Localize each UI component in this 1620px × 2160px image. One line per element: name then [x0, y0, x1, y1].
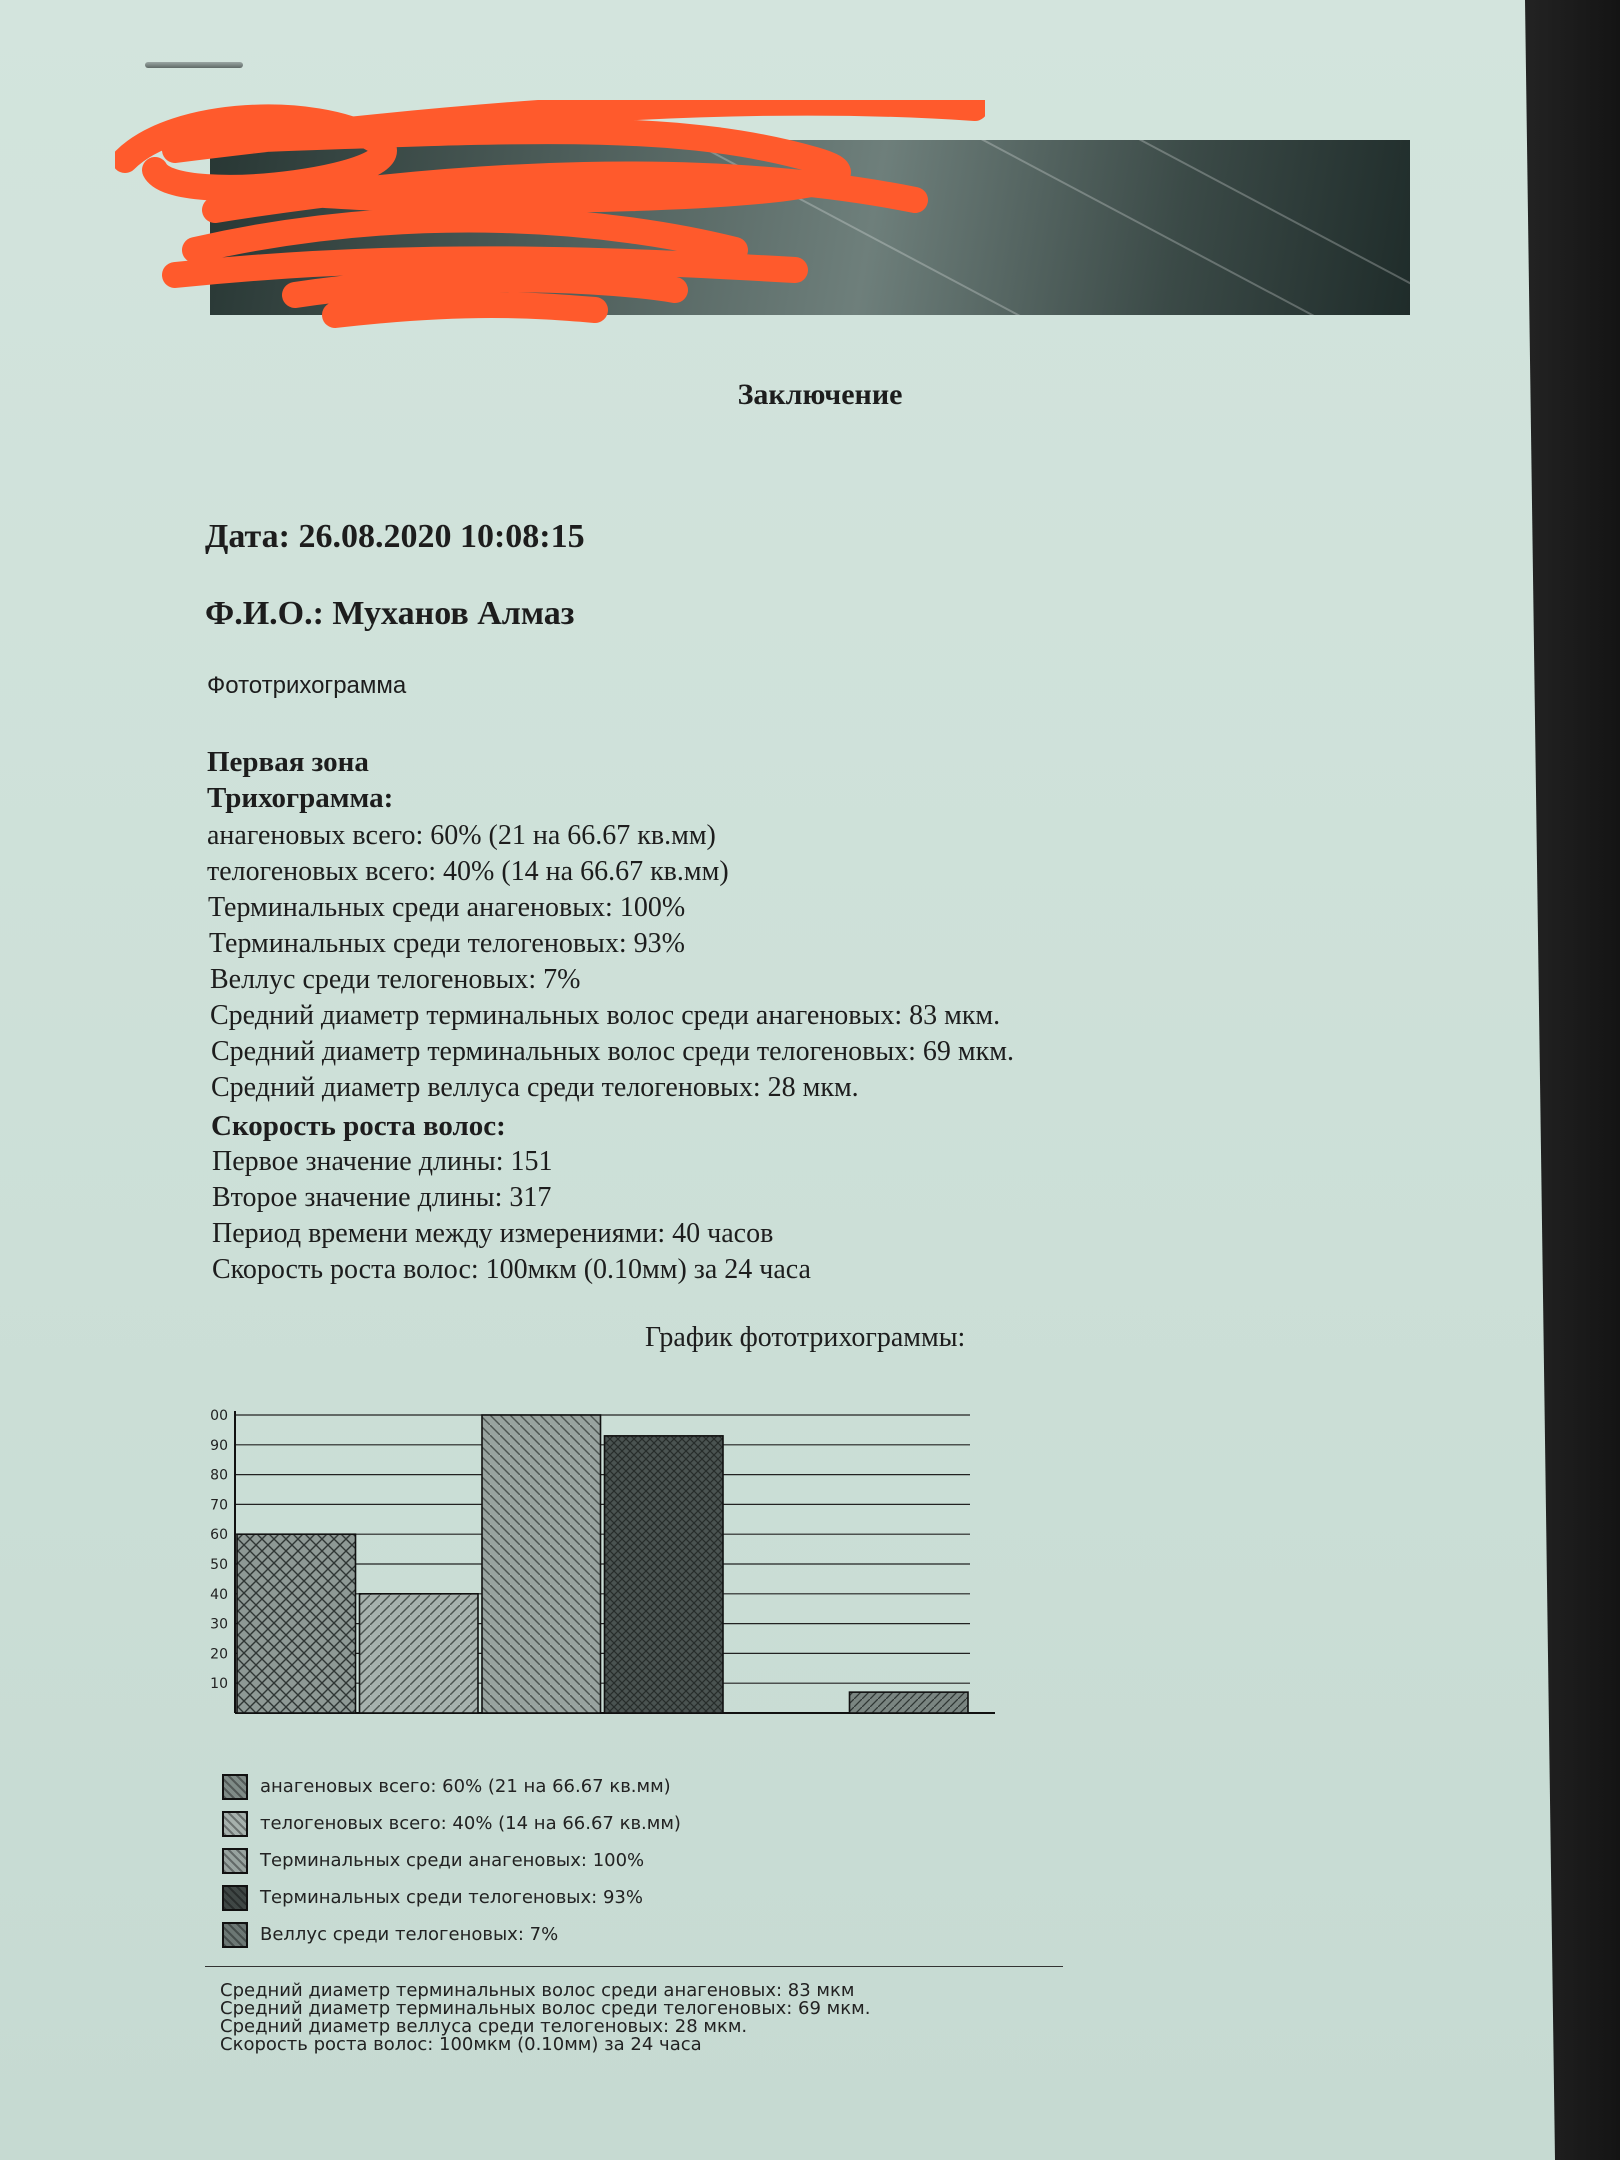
bar — [360, 1594, 479, 1713]
trichogram-line: Средний диаметр веллуса среди телогеновых: 28 мкм. — [211, 1072, 859, 1103]
trichogram-line: Веллус среди телогеновых: 7% — [210, 964, 581, 995]
bar — [237, 1534, 356, 1713]
footer-note: Средний диаметр терминальных волос среди анагеновых: 83 мкм — [220, 1980, 855, 2001]
trichogram-heading: Трихограмма: — [207, 782, 394, 814]
trichogram-line: анагеновых всего: 60% (21 на 66.67 кв.мм) — [207, 820, 716, 851]
bar — [605, 1436, 724, 1713]
footer-note: Средний диаметр веллуса среди телогеновых: 28 мкм. — [220, 2016, 748, 2037]
y-axis-ticks — [210, 1408, 228, 1692]
y-tick-label: 60 — [210, 1527, 228, 1544]
legend-item — [222, 1805, 681, 1842]
bar-chart — [190, 1395, 1030, 1725]
trichogram-line: Терминальных среди телогеновых: 93% — [209, 928, 685, 959]
redaction-scribble — [115, 100, 985, 330]
y-tick-label: 50 — [210, 1557, 228, 1573]
trichogram-line: Средний диаметр терминальных волос среди анагеновых: 83 мкм. — [210, 1000, 1001, 1031]
trichogram-line: Терминальных среди анагеновых: 100% — [208, 892, 686, 923]
footer-divider — [205, 1966, 1063, 1967]
legend-label: Терминальных среди анагеновых: 100% — [260, 1850, 645, 1871]
legend-swatch — [222, 1774, 248, 1800]
subtitle: Фототрихограмма — [207, 672, 407, 699]
bar — [850, 1692, 969, 1713]
trichogram-line: Средний диаметр терминальных волос среди телогеновых: 69 мкм. — [211, 1036, 1014, 1067]
growth-line: Первое значение длины: 151 — [212, 1146, 553, 1177]
y-tick-label: 90 — [210, 1437, 228, 1454]
legend-swatch — [222, 1811, 248, 1837]
document-title: Заключение — [737, 378, 903, 411]
bar — [482, 1415, 601, 1713]
staple — [145, 62, 243, 68]
growth-line: Период времени между измерениями: 40 часов — [212, 1218, 774, 1249]
y-tick-label: 00 — [210, 1408, 228, 1424]
y-tick-label: 80 — [210, 1467, 228, 1484]
legend-swatch — [222, 1885, 248, 1911]
growth-heading: Скорость роста волос: — [211, 1110, 506, 1142]
zone-heading: Первая зона — [207, 746, 369, 778]
legend-swatch — [222, 1848, 248, 1874]
legend-label: Терминальных среди телогеновых: 93% — [260, 1887, 643, 1908]
growth-line: Скорость роста волос: 100мкм (0.10мм) за 24 часа — [212, 1254, 811, 1285]
legend-item — [222, 1916, 681, 1953]
y-tick-label: 30 — [210, 1616, 228, 1633]
y-tick-label: 70 — [210, 1497, 228, 1514]
legend-swatch — [222, 1922, 248, 1948]
trichogram-line: телогеновых всего: 40% (14 на 66.67 кв.мм) — [207, 856, 729, 887]
y-tick-label: 40 — [210, 1586, 228, 1603]
legend-label: анагеновых всего: 60% (21 на 66.67 кв.мм) — [260, 1776, 671, 1797]
legend-label: телогеновых всего: 40% (14 на 66.67 кв.мм) — [260, 1813, 681, 1834]
legend-item — [222, 1842, 681, 1879]
chart-title: График фототрихограммы: — [645, 1322, 966, 1353]
legend-label: Веллус среди телогеновых: 7% — [260, 1924, 559, 1945]
footer-note: Скорость роста волос: 100мкм (0.10мм) за 24 часа — [220, 2034, 702, 2055]
patient-name-line: Ф.И.О.: Муханов Алмаз — [205, 595, 575, 632]
chart-legend — [222, 1768, 681, 1953]
footer-note: Средний диаметр терминальных волос среди телогеновых: 69 мкм. — [220, 1998, 871, 2019]
growth-line: Второе значение длины: 317 — [212, 1182, 552, 1213]
chart-footer-notes — [220, 1982, 870, 2054]
date-line: Дата: 26.08.2020 10:08:15 — [205, 518, 585, 555]
legend-item — [222, 1879, 681, 1916]
y-tick-label: 10 — [210, 1676, 228, 1693]
y-tick-label: 20 — [210, 1646, 228, 1663]
legend-item — [222, 1768, 681, 1805]
